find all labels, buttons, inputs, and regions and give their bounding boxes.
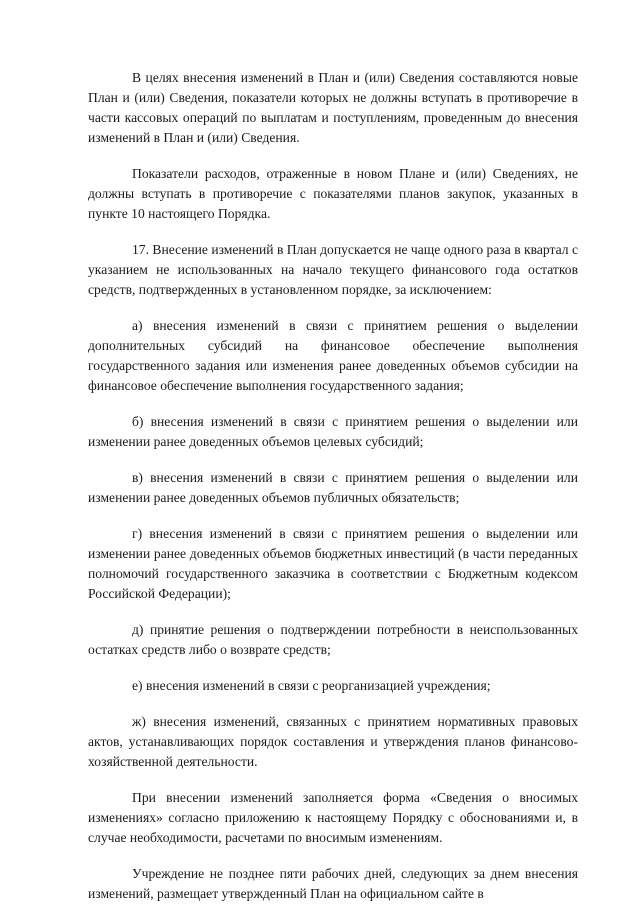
paragraph-change-form: При внесении изменений заполняется форма «Сведения о вносимых изменениях» согласно приложению к настоящему Порядку с обоснованиями и, в случае необходимости, расчетами по вносимым изменениям. [88, 790, 578, 845]
paragraph-expense-indicators: Показатели расходов, отраженные в новом Плане и (или) Сведениях, не должны вступать в противоречие с показателями планов закупок, указанных в пункте 10 настоящего Порядка. [88, 166, 578, 221]
list-item-v: в) внесения изменений в связи с принятием решения о выделении или изменении ранее доведенных объемов публичных обязательств; [88, 470, 578, 505]
list-item-e: е) внесения изменений в связи с реорганизацией учреждения; [132, 678, 491, 693]
list-item-b: б) внесения изменений в связи с принятием решения о выделении или изменении ранее доведенных объемов целевых субсидий; [88, 414, 578, 449]
list-item-zh: ж) внесения изменений, связанных с принятием нормативных правовых актов, устанавливающих порядок составления и утверждения планов финансово-хозяйственной деятельности. [88, 714, 578, 769]
list-item-a: а) внесения изменений в связи с принятием решения о выделении дополнительных субсидий на финансовое обеспечение выполнения государственного задания или изменения ранее доведенных объемов субсидии на финансовое обеспечение выполнения государственного задания; [88, 318, 578, 393]
document-body [88, 68, 578, 904]
list-item-d: д) принятие решения о подтверждении потребности в неиспользованных остатках средств либо о возврате средств; [88, 622, 578, 657]
paragraph-new-plan: В целях внесения изменений в План и (или) Сведения составляются новые План и (или) Сведения, показатели которых не должны вступать в противоречие в части кассовых операций по выплатам и поступлениям, проведенным до внесения изменений в План и (или) Сведения. [88, 70, 578, 145]
list-item-g: г) внесения изменений в связи с принятием решения о выделении или изменении ранее доведенных объемов бюджетных инвестиций (в части переданных полномочий государственного заказчика в соответствии с Бюджетным кодексом Российской Федерации); [88, 526, 578, 601]
paragraph-clause-17: 17. Внесение изменений в План допускается не чаще одного раза в квартал с указанием не использованных на начало текущего финансового года остатков средств, подтвержденных в установленном порядке, за исключением: [88, 242, 578, 297]
paragraph-publication: Учреждение не позднее пяти рабочих дней, следующих за днем внесения изменений, размещает утвержденный План на официальном сайте в [88, 866, 578, 901]
